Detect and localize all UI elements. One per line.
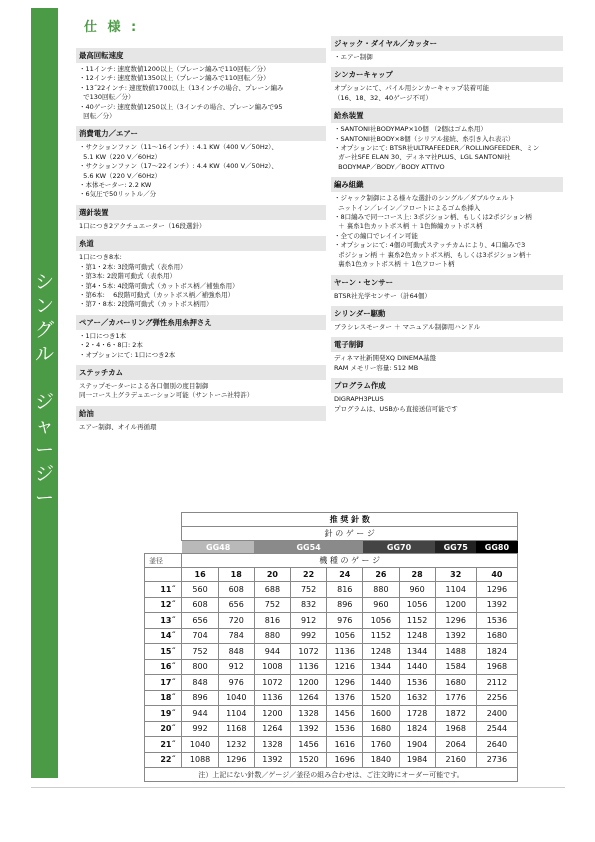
needle-gauge-label: 針 の ゲ ー ジ xyxy=(182,527,518,541)
needle-count-cell: 1072 xyxy=(254,675,290,691)
spec-line: エアー制御、オイル再循環 xyxy=(79,422,157,431)
needle-count-cell: 1104 xyxy=(435,582,476,598)
needle-count-cell: 1520 xyxy=(291,752,327,768)
needle-count-cell: 1584 xyxy=(435,659,476,675)
diameter-cell: 22˝ xyxy=(145,752,182,768)
needle-count-cell: 1104 xyxy=(218,706,254,722)
section-title: ステッチカム xyxy=(76,365,326,380)
gauge-column-header: 16 xyxy=(182,568,218,582)
diameter-label: 釜径 xyxy=(145,554,182,568)
needle-count-cell: 1136 xyxy=(254,690,290,706)
spec-line: ステップモーターによる各口個別の度目制御 xyxy=(79,381,209,390)
needle-count-cell: 656 xyxy=(182,613,218,629)
needle-count-cell: 1536 xyxy=(476,613,517,629)
needle-count-cell: 896 xyxy=(182,690,218,706)
needle-count-cell: 1616 xyxy=(327,737,363,753)
needle-count-cell: 1136 xyxy=(327,644,363,660)
section-title: シリンダー駆動 xyxy=(331,306,563,321)
needle-count-cell: 1344 xyxy=(363,659,399,675)
table-row xyxy=(145,706,518,722)
spec-line: ・第1・2本: 3段階可動式（表糸用） xyxy=(79,262,187,271)
needle-count-cell: 912 xyxy=(291,613,327,629)
spec-line: ・サクションファン（11～16インチ）: 4.1 KW（400 V／50Hz）、 xyxy=(79,143,278,152)
spec-line: ・エアー制御 xyxy=(334,53,373,61)
needle-count-cell: 1152 xyxy=(399,613,435,629)
needle-count-cell: 720 xyxy=(218,613,254,629)
needle-count-cell: 848 xyxy=(182,675,218,691)
diameter-cell: 13˝ xyxy=(145,613,182,629)
spec-line: RAM メモリー容量: 512 MB xyxy=(334,363,419,372)
needle-count-cell: 1344 xyxy=(399,644,435,660)
section-title: 糸道 xyxy=(76,236,326,251)
spec-line: ・オプションにて: 1口につき2本 xyxy=(79,350,176,359)
needle-count-cell: 1296 xyxy=(476,582,517,598)
needle-count-cell: 2064 xyxy=(435,737,476,753)
spec-line: ・12インチ: 速度数値1350以上（プレーン編みで110回転／分） xyxy=(79,74,270,83)
vertical-title-char: ー xyxy=(34,439,54,461)
needle-count-cell: 816 xyxy=(327,582,363,598)
needle-count-cell: 992 xyxy=(182,721,218,737)
vertical-title-char: ル xyxy=(34,343,54,365)
table-row xyxy=(145,690,518,706)
needle-count-cell: 2112 xyxy=(476,675,517,691)
needle-count-cell: 1728 xyxy=(399,706,435,722)
needle-count-cell: 1680 xyxy=(476,628,517,644)
spec-line: BODYMAP／BODY／BODY ATTIVO xyxy=(334,162,445,171)
needle-count-cell: 1456 xyxy=(327,706,363,722)
needle-count-cell: 784 xyxy=(218,628,254,644)
diameter-cell: 11˝ xyxy=(145,582,182,598)
vertical-title-char xyxy=(31,366,58,390)
spec-line: ・SANTONI社BODY×8個（シリアル接続、糸引き入れ表示） xyxy=(334,134,515,143)
needle-count-cell: 1824 xyxy=(399,721,435,737)
needle-count-cell: 2736 xyxy=(476,752,517,768)
spec-line: オプションにて、パイル用シンカーキャップ装着可能 xyxy=(334,84,490,93)
spec-line: ・6気圧で50リットル／分 xyxy=(79,190,157,199)
needle-count-cell: 1264 xyxy=(254,721,290,737)
needle-count-cell: 1968 xyxy=(476,659,517,675)
gauge-column-header: 32 xyxy=(435,568,476,582)
table-row xyxy=(145,675,518,691)
needle-count-cell: 1296 xyxy=(218,752,254,768)
needle-count-cell: 944 xyxy=(182,706,218,722)
gauge-gg54: GG54 xyxy=(254,541,363,554)
needle-count-cell: 1968 xyxy=(435,721,476,737)
needle-count-cell: 1088 xyxy=(182,752,218,768)
table-row xyxy=(145,613,518,629)
spec-line: 5.1 KW（220 V／60Hz） xyxy=(79,152,161,161)
needle-count-cell: 976 xyxy=(327,613,363,629)
needle-count-cell: 960 xyxy=(363,597,399,613)
needle-count-cell: 1680 xyxy=(363,721,399,737)
needle-count-cell: 1904 xyxy=(399,737,435,753)
needle-count-cell: 816 xyxy=(254,613,290,629)
needle-count-cell: 1984 xyxy=(399,752,435,768)
section-title: 最高回転速度 xyxy=(76,48,326,63)
needle-count-cell: 2544 xyxy=(476,721,517,737)
needle-count-cell: 2256 xyxy=(476,690,517,706)
spec-line: 裏糸1色カットボス柄 ＋ 1色フロート柄 xyxy=(334,260,455,269)
needle-count-cell: 1248 xyxy=(363,644,399,660)
needle-count-cell: 1328 xyxy=(254,737,290,753)
gauge-gg70: GG70 xyxy=(363,541,435,554)
needle-count-cell: 976 xyxy=(218,675,254,691)
table-row xyxy=(145,582,518,598)
gauge-column-header: 18 xyxy=(218,568,254,582)
needle-count-cell: 1392 xyxy=(435,628,476,644)
table-row xyxy=(145,721,518,737)
needle-count-cell: 752 xyxy=(291,582,327,598)
needle-count-cell: 912 xyxy=(218,659,254,675)
needle-count-cell: 688 xyxy=(254,582,290,598)
spec-column-right xyxy=(331,31,563,414)
needle-count-cell: 1040 xyxy=(182,737,218,753)
spec-line: ・8口編みで同一コース上: 3ポジション柄、もしくは2ポジション柄 xyxy=(334,213,532,222)
spec-line: ・本体モーター: 2.2 KW xyxy=(79,181,152,190)
needle-count-cell: 960 xyxy=(399,582,435,598)
needle-count-cell: 1072 xyxy=(291,644,327,660)
spec-line: 1口につき2アクチュエーター（16段選針） xyxy=(79,221,206,230)
section-title: シンカーキャップ xyxy=(331,67,563,82)
needle-count-cell: 1248 xyxy=(399,628,435,644)
needle-count-cell: 880 xyxy=(363,582,399,598)
vertical-title-char: ジ xyxy=(34,463,54,485)
spec-line: ・13˝22インチ: 速度数値1700以上（13インチの場合、プレーン編み xyxy=(79,83,284,92)
needle-count-cell: 1296 xyxy=(435,613,476,629)
gauge-column-header: 22 xyxy=(291,568,327,582)
diameter-cell: 20˝ xyxy=(145,721,182,737)
section-title: 消費電力／エアー xyxy=(76,126,326,141)
needle-count-cell: 1232 xyxy=(218,737,254,753)
needle-count-cell: 1760 xyxy=(363,737,399,753)
spec-column-left xyxy=(76,43,326,432)
section-title: 給油 xyxy=(76,406,326,421)
spec-line: で130回転／分） xyxy=(79,93,135,102)
section-title: 給糸装置 xyxy=(331,108,563,123)
spec-line: ディネマ社新開発XQ DINEMA基盤 xyxy=(334,354,437,363)
spec-line: BTSR社光学センサー（計64個） xyxy=(334,291,431,300)
needle-count-cell: 2640 xyxy=(476,737,517,753)
vertical-title-char: ン xyxy=(34,295,54,317)
needle-count-cell: 1824 xyxy=(476,644,517,660)
machine-gauge-label: 機 種 の ゲ ー ジ xyxy=(182,554,518,568)
spec-line: ・第7・8本: 2段階可動式（カットボス柄用） xyxy=(79,300,213,309)
needle-count-cell: 1056 xyxy=(363,613,399,629)
needle-count-cell: 1008 xyxy=(254,659,290,675)
footer-divider xyxy=(31,787,565,788)
needle-count-cell: 944 xyxy=(254,644,290,660)
section-title: ペアー／カバーリング弾性糸用糸押さえ xyxy=(76,315,326,330)
needle-count-cell: 1520 xyxy=(363,690,399,706)
needle-count-cell: 1536 xyxy=(399,675,435,691)
section-title: ジャック・ダイヤル／カッター xyxy=(331,36,563,51)
spec-line: プログラムは、USBから直接送信可能です xyxy=(334,404,458,413)
needle-count-cell: 1200 xyxy=(254,706,290,722)
page-heading: 仕 様 : xyxy=(84,20,140,35)
spec-line: ・11インチ: 速度数値1200以上（プレーン編みで110回転／分） xyxy=(79,65,270,73)
table-row xyxy=(145,644,518,660)
needle-count-cell: 1488 xyxy=(435,644,476,660)
vertical-title xyxy=(31,270,58,510)
spec-line: （16、18、32、40ゲージ不可） xyxy=(334,93,432,102)
section-title: 電子制御 xyxy=(331,337,563,352)
section-title: ヤーン・センサー xyxy=(331,275,563,290)
gauge-column-header: 20 xyxy=(254,568,290,582)
spec-line: 同一コース上グラデュエーション可能（サントーニ社特許） xyxy=(79,391,254,400)
table-row xyxy=(145,737,518,753)
spec-line: ブラシレスモーター ＋ マニュアル制御用ハンドル xyxy=(334,322,481,331)
table-row xyxy=(145,597,518,613)
needle-count-table xyxy=(144,512,518,782)
needle-count-cell: 1200 xyxy=(435,597,476,613)
spec-line: ・オプションにて: BTSR社ULTRAFEEDER／ROLLINGFEEDER、ミン xyxy=(334,144,540,153)
diameter-cell: 19˝ xyxy=(145,706,182,722)
gauge-column-header: 40 xyxy=(476,568,517,582)
gauge-column-header: 26 xyxy=(363,568,399,582)
needle-count-cell: 896 xyxy=(327,597,363,613)
spec-line: ポジション柄 ＋ 裏糸2色カットボス柄、もしくは3ポジション柄＋ xyxy=(334,250,532,259)
needle-count-cell: 1456 xyxy=(291,737,327,753)
gauge-column-header: 24 xyxy=(327,568,363,582)
vertical-title-char: グ xyxy=(34,319,54,341)
needle-count-cell: 1680 xyxy=(435,675,476,691)
spec-line: ＋ 裏糸1色カットボス柄 ＋ 1色飾編カットボス柄 xyxy=(334,222,483,231)
table-row xyxy=(145,628,518,644)
diameter-cell: 17˝ xyxy=(145,675,182,691)
needle-count-cell: 704 xyxy=(182,628,218,644)
diameter-cell: 21˝ xyxy=(145,737,182,753)
spec-line: ・40ゲージ: 速度数値1250以上（3インチの場合、プレーン編みで95 xyxy=(79,102,283,111)
spec-line: ・第6本: 6段階可動式（カットボス柄／補強糸用） xyxy=(79,290,235,299)
needle-count-cell: 1536 xyxy=(327,721,363,737)
spec-line: ・1口につき1本 xyxy=(79,331,127,340)
gauge-gg80: GG80 xyxy=(476,541,517,554)
gauge-gg75: GG75 xyxy=(435,541,476,554)
diameter-cell: 18˝ xyxy=(145,690,182,706)
needle-count-cell: 992 xyxy=(291,628,327,644)
needle-count-cell: 1056 xyxy=(399,597,435,613)
needle-count-cell: 656 xyxy=(218,597,254,613)
section-title: 編み組織 xyxy=(331,177,563,192)
spec-line: ・ジャック制御による様々な選針のシングル／ダブルウェルト xyxy=(334,194,515,203)
needle-count-cell: 1840 xyxy=(363,752,399,768)
needle-count-cell: 848 xyxy=(218,644,254,660)
spec-line: ・2・4・6・8口: 2本 xyxy=(79,341,143,350)
spec-line: 5.6 KW（220 V／60Hz） xyxy=(79,171,161,180)
spec-line: ・第3本: 2段階可動式（表糸用） xyxy=(79,272,177,281)
needle-count-cell: 1696 xyxy=(327,752,363,768)
needle-count-cell: 1600 xyxy=(363,706,399,722)
needle-count-cell: 1216 xyxy=(327,659,363,675)
diameter-cell: 15˝ xyxy=(145,644,182,660)
needle-count-cell: 1440 xyxy=(363,675,399,691)
needle-count-cell: 1392 xyxy=(291,721,327,737)
spec-line: DIGRAPH3PLUS xyxy=(334,395,384,404)
vertical-title-char: シ xyxy=(34,271,54,293)
section-title: 選針装置 xyxy=(76,205,326,220)
needle-count-cell: 832 xyxy=(291,597,327,613)
needle-count-cell: 1392 xyxy=(476,597,517,613)
needle-count-cell: 1392 xyxy=(254,752,290,768)
needle-count-cell: 2160 xyxy=(435,752,476,768)
needle-count-cell: 1152 xyxy=(363,628,399,644)
spec-line: 1口につき8本: xyxy=(79,253,122,262)
needle-count-cell: 1376 xyxy=(327,690,363,706)
needle-count-cell: 880 xyxy=(254,628,290,644)
needle-count-cell: 1776 xyxy=(435,690,476,706)
spec-line: ・第4・5本: 4段階可動式（カットボス柄／補強糸用） xyxy=(79,281,239,290)
needle-count-cell: 608 xyxy=(218,582,254,598)
table-row xyxy=(145,659,518,675)
diameter-cell: 14˝ xyxy=(145,628,182,644)
gauge-gg48: GG48 xyxy=(182,541,254,554)
spec-line: ・全ての編口でレイイン可能 xyxy=(334,231,418,240)
vertical-title-char: ー xyxy=(34,487,54,509)
vertical-title-char: ジ xyxy=(34,391,54,413)
spec-line: ガー社SFE ELAN 30、ディネマ社PLUS、LGL SANTONI社 xyxy=(334,153,511,162)
needle-count-cell: 1328 xyxy=(291,706,327,722)
needle-count-cell: 1200 xyxy=(291,675,327,691)
spec-line: ・オプションにて: 4個の可動式ステッチカムにより、4口編みで3 xyxy=(334,241,526,250)
needle-count-cell: 752 xyxy=(254,597,290,613)
gauge-column-header: 28 xyxy=(399,568,435,582)
needle-count-cell: 1440 xyxy=(399,659,435,675)
needle-count-cell: 1632 xyxy=(399,690,435,706)
needle-count-cell: 752 xyxy=(182,644,218,660)
diameter-cell: 12˝ xyxy=(145,597,182,613)
table-title: 推 奨 針 数 xyxy=(182,513,518,527)
table-row xyxy=(145,752,518,768)
spec-line: ニットイン／レイン／フロートによるゴム糸挿入 xyxy=(334,203,481,212)
needle-count-cell: 2400 xyxy=(476,706,517,722)
needle-count-cell: 1136 xyxy=(291,659,327,675)
needle-count-cell: 1296 xyxy=(327,675,363,691)
needle-count-cell: 1264 xyxy=(291,690,327,706)
vertical-title-char: ャ xyxy=(34,415,54,437)
needle-count-cell: 1040 xyxy=(218,690,254,706)
needle-count-cell: 1168 xyxy=(218,721,254,737)
needle-count-cell: 608 xyxy=(182,597,218,613)
section-title: プログラム作成 xyxy=(331,378,563,393)
diameter-cell: 16˝ xyxy=(145,659,182,675)
needle-count-cell: 800 xyxy=(182,659,218,675)
spec-line: 回転／分） xyxy=(79,112,116,121)
needle-count-cell: 1872 xyxy=(435,706,476,722)
table-note: 注）上記にない針数／ゲージ／釜径の組み合わせは、ご注文時にオーダー可能です。 xyxy=(145,768,518,782)
needle-count-cell: 1056 xyxy=(327,628,363,644)
spec-line: ・サクションファン（17～22インチ）: 4.4 KW（400 V／50Hz）、 xyxy=(79,162,278,171)
needle-count-cell: 560 xyxy=(182,582,218,598)
spec-line: ・SANTONI社BODYMAP×10個 （2個はゴム糸用） xyxy=(334,125,487,134)
